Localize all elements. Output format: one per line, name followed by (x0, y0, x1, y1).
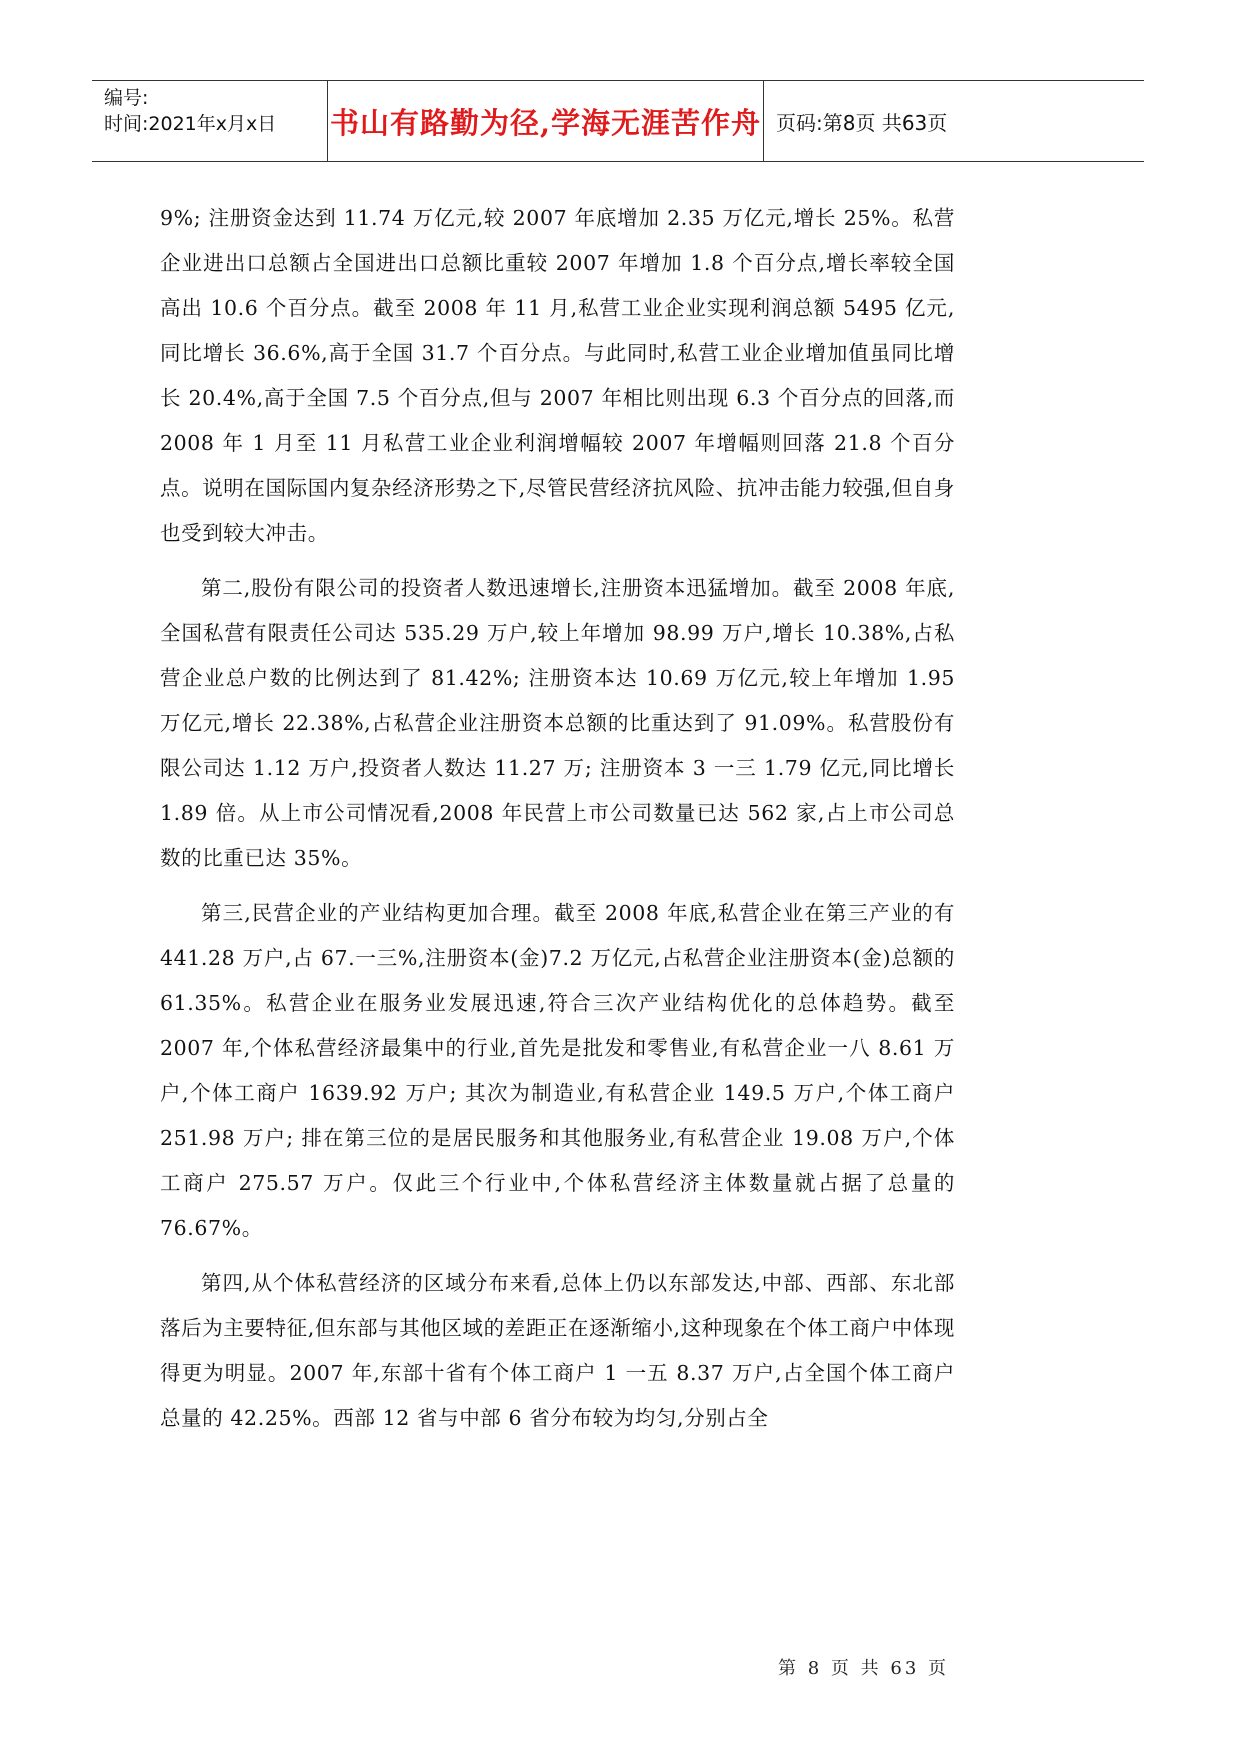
paragraph-third: 第三,民营企业的产业结构更加合理。截至 2008 年底,私营企业在第三产业的有 441.28 万户,占 67.一三%,注册资本(金)7.2 万亿元,占私营企业注册资本(金)总额的 61.35%。私营企业在服务业发展迅速,符合三次产业结构优化的总体趋势。截至 2007 年,个体私营经济最集中的行业,首先是批发和零售业,有私营企业一八 8.61 万户,个体工商户 1639.92 万户; 其次为制造业,有私营企业 149.5 万户,个体工商户 251.98 万户; 排在第三位的是居民服务和其他服务业,有私营企业 19.08 万户,个体工商户 275.57 万户。仅此三个行业中,个体私营经济主体数量就占据了总量的 76.67%。 (160, 901, 955, 1240)
page-footer: 第 8 页 共 63 页 (778, 1658, 949, 1679)
paragraph-fourth: 第四,从个体私营经济的区域分布来看,总体上仍以东部发达,中部、西部、东北部落后为主要特征,但东部与其他区域的差距正在逐渐缩小,这种现象在个体工商户中体现得更为明显。2007 年,东部十省有个体工商户 1 一五 8.37 万户,占全国个体工商户总量的 42.25%。西部 12 省与中部 6 省分布较为均匀,分别占全 (160, 1271, 955, 1430)
document-body (160, 196, 955, 1451)
header-page-info: 页码:第8页 共63页 (776, 110, 948, 135)
page-header (92, 80, 1144, 162)
number-label: 编号: (104, 87, 149, 109)
paragraph-continued: 9%; 注册资金达到 11.74 万亿元,较 2007 年底增加 2.35 万亿元,增长 25%。私营企业进出口总额占全国进出口总额比重较 2007 年增加 1.8 个百分点,增长率较全国高出 10.6 个百分点。截至 2008 年 11 月,私营工业企业实现利润总额 5495 亿元,同比增长 36.6%,高于全国 31.7 个百分点。与此同时,私营工业企业增加值虽同比增长 20.4%,高于全国 7.5 个百分点,但与 2007 年相比则出现 6.3 个百分点的回落,而 2008 年 1 月至 11 月私营工业企业利润增幅较 2007 年增幅则回落 21.8 个百分点。说明在国际国内复杂经济形势之下,尽管民营经济抗风险、抗冲击能力较强,但自身也受到较大冲击。 (160, 206, 955, 545)
time-label: 时间:2021年x月x日 (104, 113, 277, 135)
paragraph-second: 第二,股份有限公司的投资者人数迅速增长,注册资本迅猛增加。截至 2008 年底,全国私营有限责任公司达 535.29 万户,较上年增加 98.99 万户,增长 10.38%,占私营企业总户数的比例达到了 81.42%; 注册资本达 10.69 万亿元,较上年增加 1.95 万亿元,增长 22.38%,占私营企业注册资本总额的比重达到了 91.09%。私营股份有限公司达 1.12 万户,投资者人数达 11.27 万; 注册资本 3 一三 1.79 亿元,同比增长 1.89 倍。从上市公司情况看,2008 年民营上市公司数量已达 562 家,占上市公司总数的比重已达 35%。 (160, 576, 955, 870)
header-meta (92, 81, 328, 161)
header-motto: 书山有路勤为径,学海无涯苦作舟 (328, 81, 764, 161)
